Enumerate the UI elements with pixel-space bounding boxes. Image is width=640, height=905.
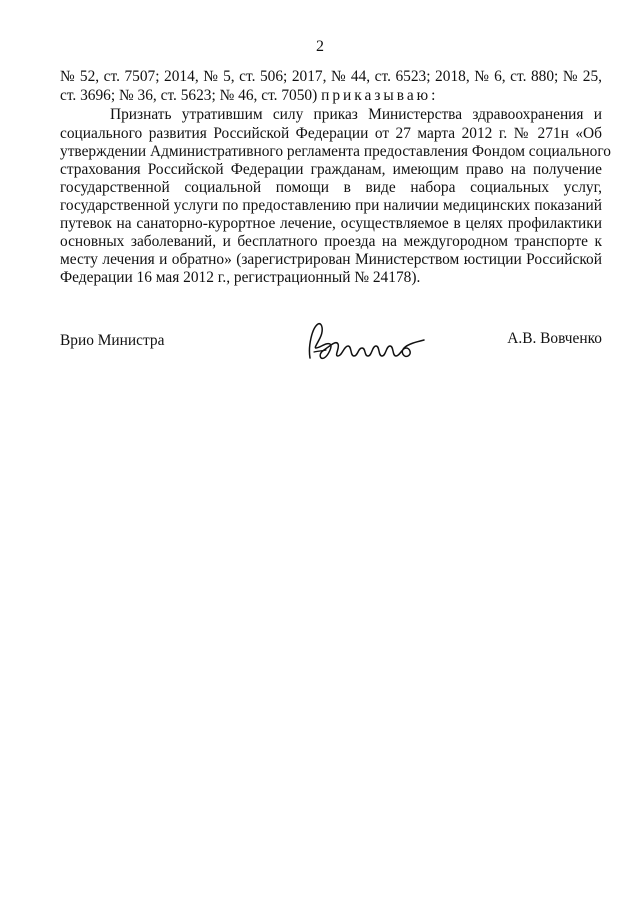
handwritten-signature	[304, 318, 434, 366]
body-line: Федерации 16 мая 2012 г., регистрационный № 24178).	[60, 269, 421, 286]
body-line: страхования Российской Федерации гражданам, имеющим право на получение	[60, 161, 602, 178]
body-line: социального развития Российской Федерации от 27 марта 2012 г. № 271н «Об	[60, 125, 602, 142]
body-line: государственной услуги по предоставлению при наличии медицинских показаний	[60, 197, 602, 214]
signatory-name: А.В. Вовченко	[507, 330, 602, 347]
order-word: приказываю:	[321, 87, 439, 104]
body-line: основных заболеваний, и бесплатного проезда на междугородном транспорте к	[60, 233, 602, 250]
body-line: путевок на санаторно-курортное лечение, осуществляемое в целях профилактики	[60, 215, 602, 232]
body-line: Признать утратившим силу приказ Министерства здравоохранения и	[110, 106, 602, 123]
body-line: утверждении Административного регламента предоставления Фондом социального	[60, 143, 611, 160]
body-line	[60, 87, 602, 105]
signatory-title: Врио Министра	[60, 332, 165, 349]
body-line-text: ст. 3696; № 36, ст. 5623; № 46, ст. 7050)	[60, 87, 318, 104]
page-number: 2	[316, 38, 324, 55]
signature-block	[60, 318, 602, 368]
body-line: месту лечения и обратно» (зарегистрирован Министерством юстиции Российской	[60, 251, 602, 268]
body-line: государственной социальной помощи в виде набора социальных услуг,	[60, 179, 602, 196]
body-line: № 52, ст. 7507; 2014, № 5, ст. 506; 2017, № 44, ст. 6523; 2018, № 6, ст. 880; № 25,	[60, 68, 602, 85]
